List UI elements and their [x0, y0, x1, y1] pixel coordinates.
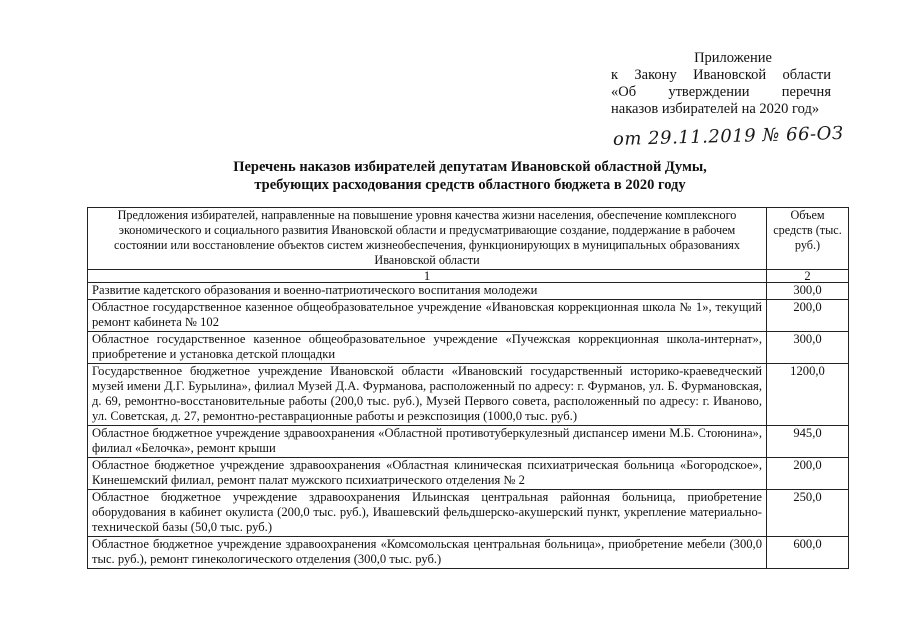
- row-amount: 200,0: [767, 458, 849, 490]
- row-description: Областное бюджетное учреждение здравоохранения «Областной противотуберкулезный диспансер имени М.Б. Стоюнина», филиал «Белочка», ремонт крыши: [88, 426, 767, 458]
- table-row: [88, 458, 849, 490]
- title-line: требующих расходования средств областного бюджета в 2020 году: [254, 177, 686, 193]
- table-row: [88, 537, 849, 569]
- appendix-line: наказов избирателей на 2020 год»: [611, 101, 820, 117]
- row-amount: 250,0: [767, 490, 849, 537]
- column-number: 2: [767, 270, 849, 283]
- table-row: [88, 332, 849, 364]
- row-amount: 1200,0: [767, 364, 849, 426]
- row-amount: 600,0: [767, 537, 849, 569]
- appendix-line: к Закону Ивановской области: [611, 67, 831, 83]
- row-description: Областное бюджетное учреждение здравоохранения Ильинская центральная районная больница, приобретение оборудования в кабинет окулиста (200,0 тыс. руб.), Ивашевский фельдшерско-акушерский пункт, укрепление материально-технической базы (50,0 тыс. руб.): [88, 490, 767, 537]
- column-number: 1: [88, 270, 767, 283]
- row-description: Областное государственное казенное общеобразовательное учреждение «Ивановская коррекционная школа № 1», текущий ремонт кабинета № 102: [88, 300, 767, 332]
- document-title: [90, 158, 850, 194]
- row-amount: 300,0: [767, 283, 849, 300]
- row-description: Областное государственное казенное общеобразовательное учреждение «Пучежская коррекционная школа-интернат», приобретение и установка детской площадки: [88, 332, 767, 364]
- row-description: Государственное бюджетное учреждение Ивановской области «Ивановский государственный историко-краеведческий музей имени Д.Г. Бурылина», филиал Музей Д.А. Фурманова, расположенный по адресу: г. Фурманов, ул. Б. Фурмановская, д. 69, ремонтно-восстановительные работы (200,0 тыс. руб.), Музей Первого совета, расположенный по адресу: г. Иваново, ул. Советская, д. 27, ремонтно-реставрационные работы и реэкспозиция (1000,0 тыс. руб.): [88, 364, 767, 426]
- appendix-block: [611, 50, 831, 118]
- row-description: Областное бюджетное учреждение здравоохранения «Комсомольская центральная больница», приобретение мебели (300,0 тыс. руб.), ремонт гинекологического отделения (300,0 тыс. руб.): [88, 537, 767, 569]
- table-row: [88, 426, 849, 458]
- appendix-line: Приложение: [694, 50, 772, 66]
- handwritten-date: от 29.11.2019 № 66-ОЗ: [612, 122, 844, 151]
- row-description: Развитие кадетского образования и военно-патриотического воспитания молодежи: [88, 283, 767, 300]
- appendix-line: «Об утверждении перечня: [611, 84, 831, 100]
- title-line: Перечень наказов избирателей депутатам Ивановской областной Думы,: [233, 159, 707, 175]
- table-header-row: [88, 208, 849, 270]
- table-row: [88, 283, 849, 300]
- table-numbering-row: [88, 270, 849, 283]
- header-cell-amount: Объем средств (тыс. руб.): [767, 208, 849, 270]
- table-row: [88, 300, 849, 332]
- row-amount: 945,0: [767, 426, 849, 458]
- row-amount: 200,0: [767, 300, 849, 332]
- row-description: Областное бюджетное учреждение здравоохранения «Областная клиническая психиатрическая больница «Богородское», Кинешемский филиал, ремонт палат мужского психиатрического отделения № 2: [88, 458, 767, 490]
- orders-table: [87, 207, 849, 569]
- table-row: [88, 490, 849, 537]
- table-row: [88, 364, 849, 426]
- header-cell-proposals: Предложения избирателей, направленные на повышение уровня качества жизни населения, обеспечение комплексного экономического и социального развития Ивановской области и предусматривающие создание, поддержание в рабочем состоянии или восстановление объектов систем жизнеобеспечения, функционирующих в муниципальных образованиях Ивановской области: [88, 208, 767, 270]
- row-amount: 300,0: [767, 332, 849, 364]
